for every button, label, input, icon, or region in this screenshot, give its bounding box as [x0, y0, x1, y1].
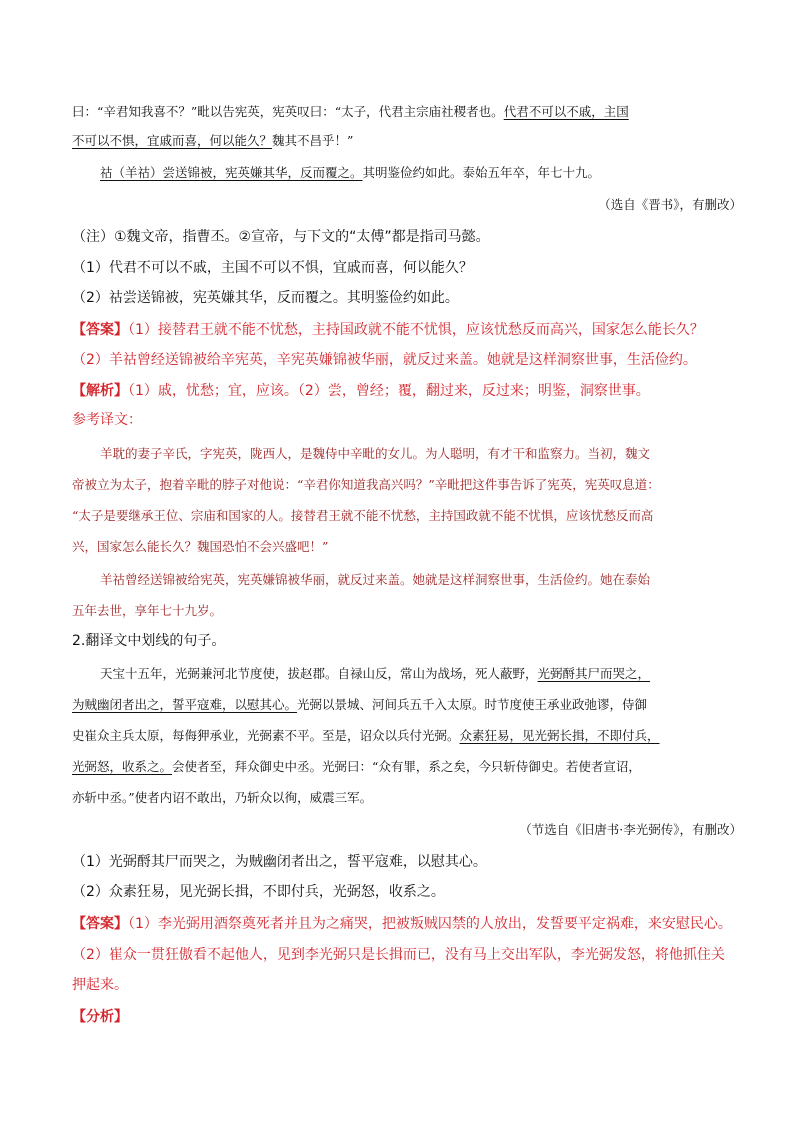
analysis-text: （1）戚，忧愁；宜，应该。（2）尝，曾经；覆，翻过来，反过来；明鉴，洞察世事。 [128, 383, 650, 399]
passage2-underlined: 为贼幽闭者出之，誓平寇难，以慰其心。 [72, 697, 298, 712]
answer-1-line-1 [72, 320, 732, 340]
passage1-text: 曰：“辛君知我喜不？”毗以告宪英，宪英叹曰：“太子，代君主宗庙社稷者也。 [72, 104, 504, 119]
answer-2-line-2: （2）崔众一贯狂傲看不起他人，见到李光弼只是长揖而已，没有马上交出军队，李光弼发怒，将他抓住关 [72, 947, 725, 963]
fenxi-tag: 【分析】 [72, 1009, 128, 1025]
answer-tag: 【答案】 [72, 916, 128, 932]
passage2-line-5 [72, 788, 732, 808]
translation-line-5: 羊祜曾经送锦被给宪英，宪英嫌锦被华丽，就反过来盖。她就是这样洞察世事，生活俭约。她在泰始 [100, 572, 651, 587]
passage2-text: 亦斩中丞。”使者内诏不敢出，乃斩众以徇，威震三军。 [72, 790, 373, 805]
passage1-text: 其明鉴俭约如此。泰始五年卒，年七十九。 [362, 165, 601, 180]
passage1-underlined: 祜（羊祜）尝送锦被，宪英嫌其华，反而覆之。 [100, 165, 363, 180]
question-1-1: （1）代君不可以不戚，主国不可以不惧，宜戚而喜，何以能久？ [72, 260, 473, 276]
passage1-underlined: 代君不可以不戚，主国 [503, 104, 629, 119]
answer-1-line-2: （2）羊祜曾经送锦被给辛宪英，辛宪英嫌锦被华丽，就反过来盖。她就是这样洞察世事，生活俭约。 [72, 352, 697, 368]
translation-line-4: 兴，国家怎么能长久？魏国恐怕不会兴盛吧！” [72, 539, 329, 554]
translation-line-1: 羊耽的妻子辛氏，字宪英，陇西人，是魏侍中辛毗的女儿。为人聪明，有才干和监察力。当初，魏文 [100, 446, 651, 461]
passage2-text: 光弼以景城、河间兵五千入太原。时节度使王承业政弛谬，侍御 [297, 697, 648, 712]
passage2-text: 会使者至，拜众御史中丞。光弼曰：“众有罪，系之矣，今只斩侍御史。若使者宣诏， [172, 759, 641, 774]
passage2-underlined: 光弼酹其尸而哭之， [537, 666, 651, 681]
fenxi-heading [72, 1007, 732, 1027]
passage1-line-1 [72, 102, 732, 122]
analysis-1 [72, 381, 732, 401]
answer-tag: 【答案】 [72, 322, 128, 338]
answer-2-line-3: 押起来。 [72, 977, 128, 993]
passage2-text: 天宝十五年，光弼兼河北节度使，拔赵郡。自禄山反，常山为战场，死人蔽野， [100, 666, 538, 681]
passage2-line-1 [100, 664, 732, 684]
translation-line-2: 帝被立为太子，抱着辛毗的脖子对他说：“辛君你知道我高兴吗？”辛毗把这件事告诉了宪英，宪英叹息道： [72, 477, 660, 492]
passage2-line-3 [72, 726, 732, 746]
passage1-line-2 [72, 131, 732, 151]
passage1-text: 魏其不昌乎！” [272, 133, 354, 148]
passage1-underlined: 不可以不惧，宜戚而喜，何以能久？ [72, 133, 273, 148]
passage2-text: 史崔众主兵太原，每侮狎承业，光弼素不平。至是，诏众以兵付光弼。 [72, 728, 460, 743]
translation-line-3: “太子是要继承王位、宗庙和国家的人。接替君王就不能不忧愁，主持国政就不能不忧惧，应该忧愁反而高 [72, 508, 654, 523]
passage2-underlined: 众素狂易，见光弼长揖，不即付兵， [459, 728, 660, 743]
question-1-2: （2）祜尝送锦被，宪英嫌其华，反而覆之。其明鉴俭约如此。 [72, 290, 459, 306]
passage2-underlined: 光弼怒，收系之。 [72, 759, 173, 774]
analysis-tag: 【解析】 [72, 383, 128, 399]
question-2-1: （1）光弼酹其尸而哭之，为贼幽闭者出之，誓平寇难，以慰其心。 [72, 854, 487, 870]
note-line: （注）①魏文帝，指曹丕。②宣帝，与下文的“太傅”都是指司马懿。 [72, 229, 490, 245]
answer-2-line-1 [72, 914, 732, 934]
source-citation-1: （选自《晋书》，有删改） [598, 197, 742, 212]
passage2-line-4 [72, 757, 732, 777]
reference-translation-title: 参考译文： [72, 412, 142, 428]
translation-line-6: 五年去世，享年七十九岁。 [72, 603, 223, 618]
passage2-line-2 [72, 695, 732, 715]
answer-text: （1）接替君王就不能不忧愁，主持国政就不能不忧惧，应该忧愁反而高兴，国家怎么能长久？ [128, 322, 704, 338]
question-2-2: （2）众素狂易，见光弼长揖，不即付兵，光弼怒，收系之。 [72, 884, 445, 900]
source-citation-2: （节选自《旧唐书·李光弼传》，有删改） [519, 822, 742, 837]
passage1-line-3 [100, 163, 732, 183]
question-2-title: 2.翻译文中划线的句子。 [72, 633, 226, 649]
answer-text: （1）李光弼用酒祭奠死者并且为之痛哭，把被叛贼囚禁的人放出，发誓要平定祸难，来安慰民心。 [128, 916, 732, 932]
